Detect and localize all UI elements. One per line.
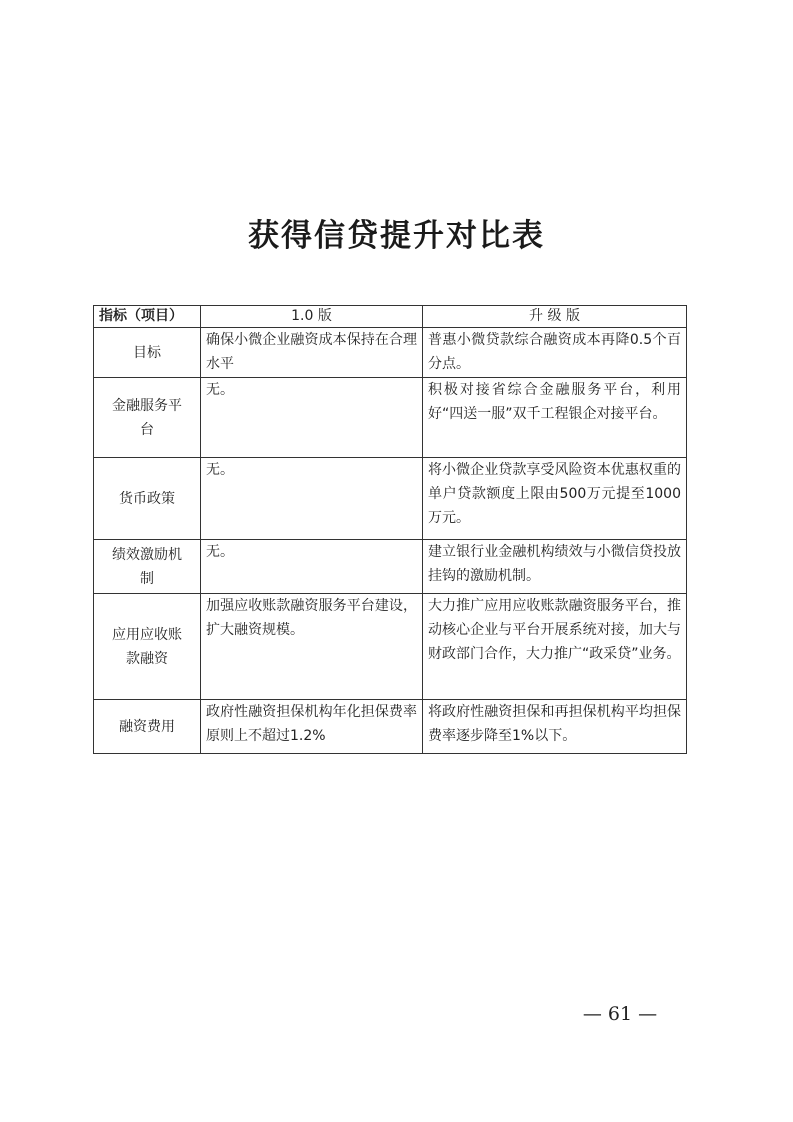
table-row [94, 458, 687, 540]
table-row [94, 594, 687, 700]
row-upgrade: 建立银行业金融机构绩效与小微信贷投放挂钩的激励机制。 [423, 540, 687, 594]
row-v1: 无。 [201, 378, 423, 458]
comparison-table [93, 305, 687, 754]
page-title: 获得信贷提升对比表 [248, 218, 545, 254]
table-row [94, 540, 687, 594]
row-v1: 加强应收账款融资服务平台建设，扩大融资规模。 [201, 594, 423, 700]
row-upgrade: 普惠小微贷款综合融资成本再降0.5个百分点。 [423, 328, 687, 378]
row-item: 金融服务平台 [94, 378, 201, 458]
table-row [94, 700, 687, 754]
row-upgrade: 大力推广应用应收账款融资服务平台，推动核心企业与平台开展系统对接，加大与财政部门合作，大力推广“政采贷”业务。 [423, 594, 687, 700]
row-v1: 无。 [201, 458, 423, 540]
row-item: 应用应收账款融资 [94, 594, 201, 700]
row-upgrade: 将小微企业贷款享受风险资本优惠权重的单户贷款额度上限由500万元提至1000万元。 [423, 458, 687, 540]
header-v1: 1.0 版 [201, 306, 423, 328]
row-v1: 确保小微企业融资成本保持在合理水平 [201, 328, 423, 378]
row-item: 绩效激励机制 [94, 540, 201, 594]
row-item: 目标 [94, 328, 201, 378]
row-upgrade: 将政府性融资担保和再担保机构平均担保费率逐步降至1%以下。 [423, 700, 687, 754]
page-number: — 61 — [582, 1003, 658, 1025]
header-upgrade: 升 级 版 [423, 306, 687, 328]
row-item: 货币政策 [94, 458, 201, 540]
row-upgrade: 积极对接省综合金融服务平台，利用好“四送一服”双千工程银企对接平台。 [423, 378, 687, 458]
table-row [94, 378, 687, 458]
header-item: 指标（项目） [94, 306, 201, 328]
row-v1: 无。 [201, 540, 423, 594]
table-row [94, 328, 687, 378]
table-header-row [94, 306, 687, 328]
row-item: 融资费用 [94, 700, 201, 754]
row-v1: 政府性融资担保机构年化担保费率原则上不超过1.2% [201, 700, 423, 754]
